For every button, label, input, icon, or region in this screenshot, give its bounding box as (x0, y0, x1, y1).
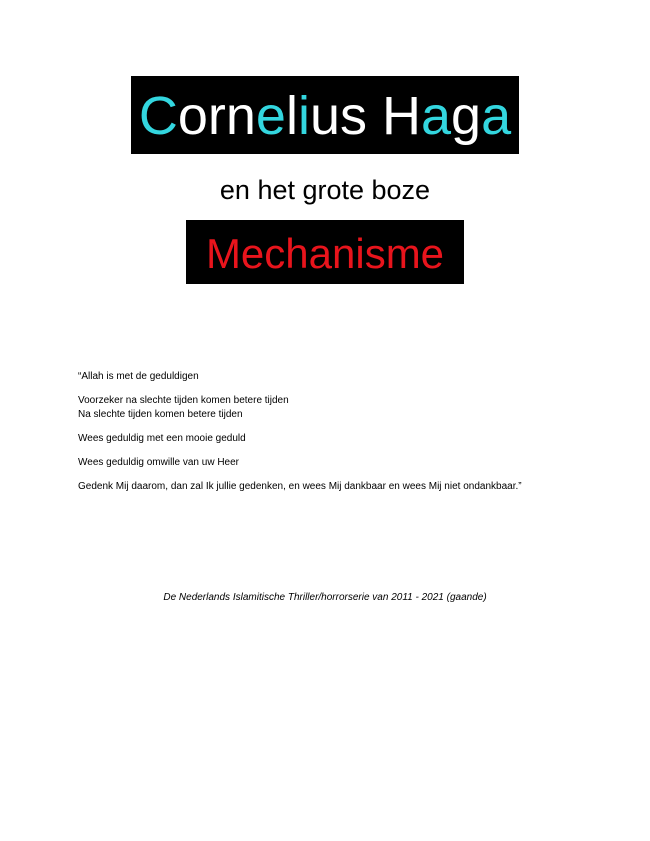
quote-line: Wees geduldig met een mooie geduld (78, 433, 246, 444)
title-segment: l (285, 86, 298, 146)
quote-line: “Allah is met de geduldigen (78, 371, 199, 382)
title-segment: e (255, 86, 286, 146)
title-banner (131, 76, 519, 154)
quote-line: Wees geduldig omwille van uw Heer (78, 457, 240, 468)
title-segment: orn (177, 86, 256, 146)
subtitle: en het grote boze (219, 175, 431, 205)
series-footer: De Nederlands Islamitische Thriller/horrorserie van 2011 - 2021 (gaande) (163, 592, 487, 603)
mechanisme-banner: Mechanisme (186, 220, 464, 284)
quote-line: Na slechte tijden komen betere tijden (78, 409, 243, 420)
title-segment: a (421, 86, 452, 146)
title-segment: C (138, 86, 178, 146)
quote-line: Voorzeker na slechte tijden komen betere tijden (78, 395, 289, 406)
title-segment: i (297, 86, 310, 146)
title-segment: g (451, 86, 482, 146)
title-segment: us H (309, 86, 421, 146)
quote-block (78, 370, 618, 504)
title-segment: a (481, 86, 512, 146)
quote-line: Gedenk Mij daarom, dan zal Ik jullie gedenken, en wees Mij dankbaar en wees Mij niet ondankbaar.” (78, 481, 522, 492)
